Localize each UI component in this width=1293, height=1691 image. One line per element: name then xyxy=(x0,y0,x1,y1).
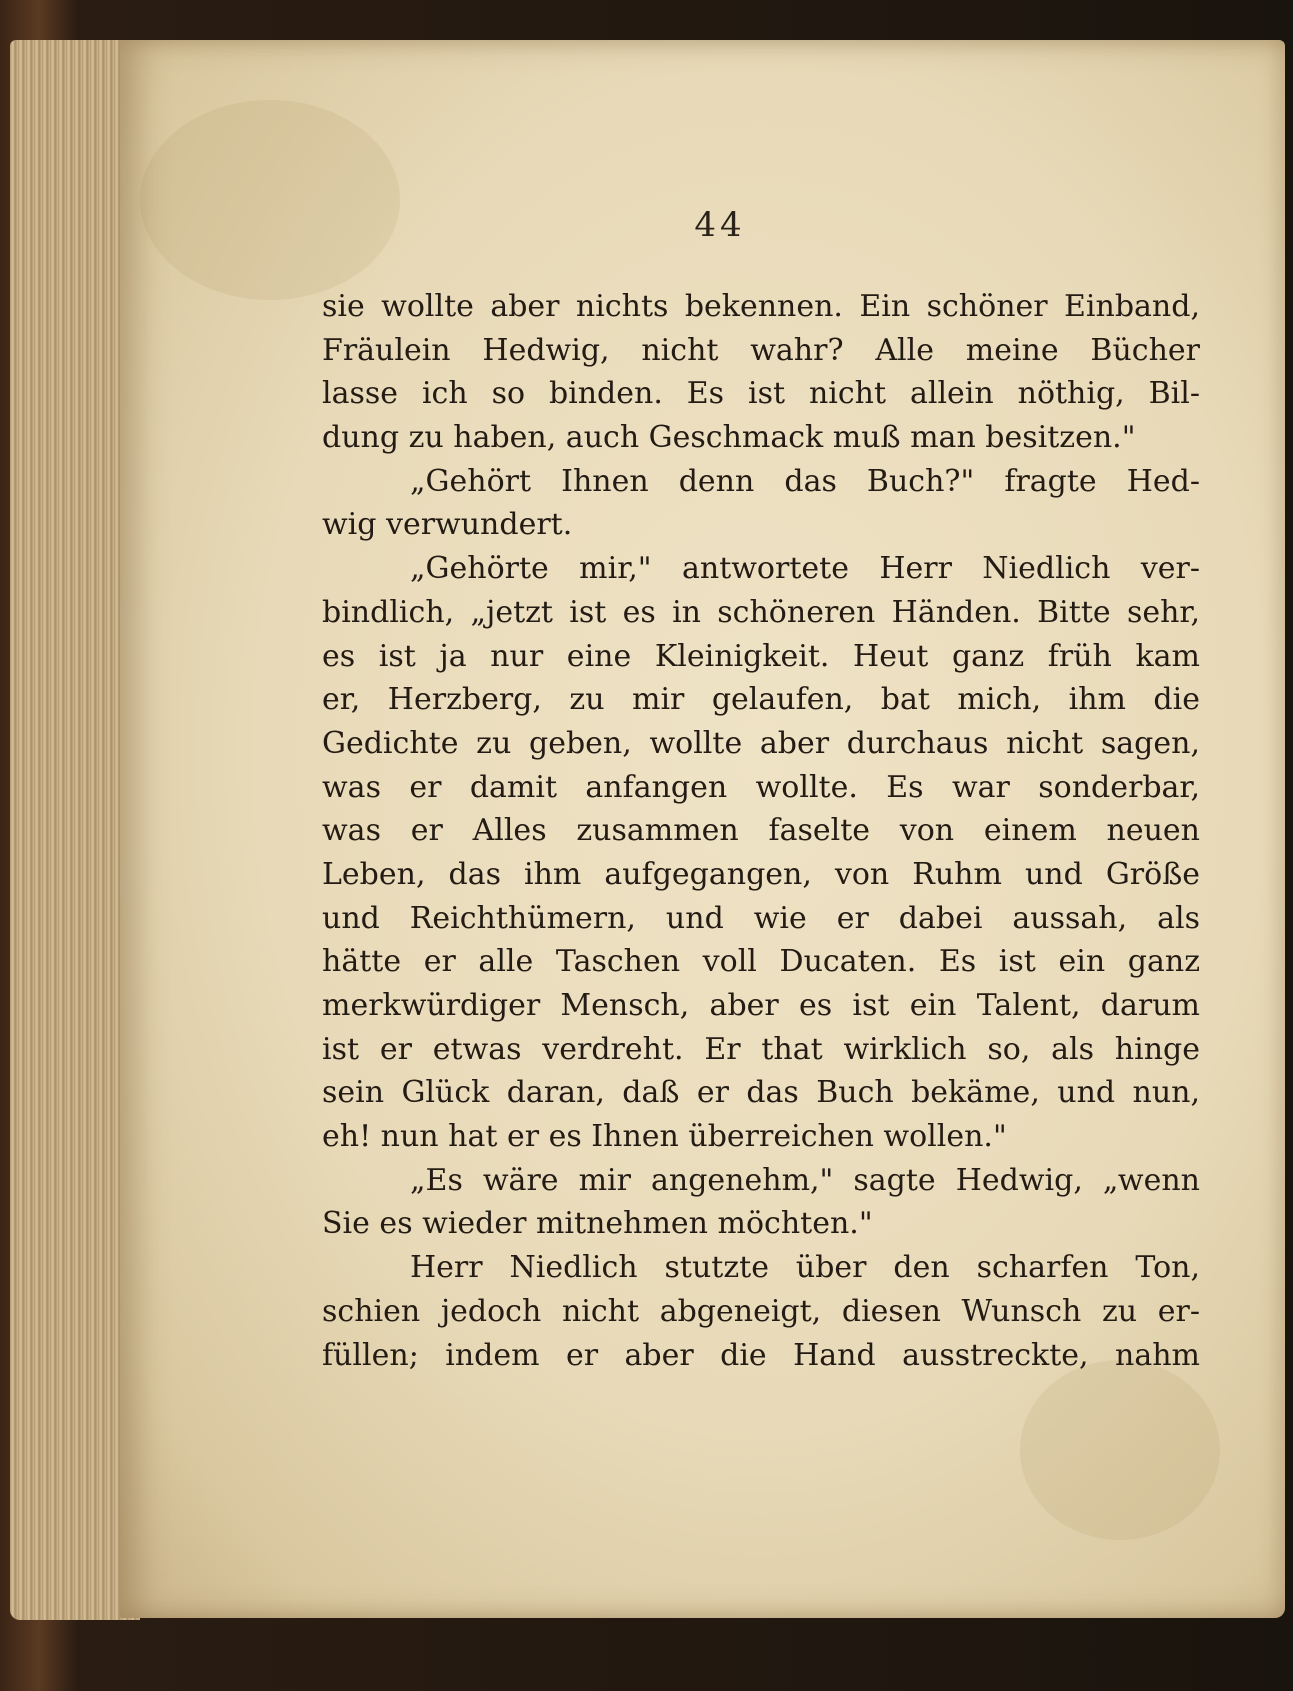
page-number: 44 xyxy=(694,205,746,245)
text-line: sein Glück daran, daß er das Buch bekäme, und nun, xyxy=(322,1075,1200,1111)
text-line: eh! nun hat er es Ihnen überreichen wollen." xyxy=(322,1119,1007,1155)
text-line: hätte er alle Taschen voll Ducaten. Es ist ein ganz xyxy=(322,944,1200,980)
text-line: Gedichte zu geben, wollte aber durchaus nicht sagen, xyxy=(322,725,1200,761)
text-line: merkwürdiger Mensch, aber es ist ein Talent, darum xyxy=(322,988,1200,1023)
text-block xyxy=(322,285,1200,1377)
text-line: wig verwundert. xyxy=(322,507,573,543)
text-line: lasse ich so binden. Es ist nicht allein nöthig, Bil- xyxy=(322,376,1200,412)
text-line: dung zu haben, auch Geschmack muß man besitzen." xyxy=(322,420,1136,456)
text-line: „Gehört Ihnen denn das Buch?" fragte Hed- xyxy=(410,463,1200,499)
text-line: und Reichthümern, und wie er dabei aussah, als xyxy=(322,900,1200,936)
text-line: füllen; indem er aber die Hand ausstreckte, nahm xyxy=(322,1337,1200,1373)
text-line: es ist ja nur eine Kleinigkeit. Heut ganz früh kam xyxy=(322,638,1200,674)
text-line: „Es wäre mir angenehm," sagte Hedwig, „wenn xyxy=(410,1162,1200,1198)
text-line: Herr Niedlich stutzte über den scharfen Ton, xyxy=(410,1250,1200,1286)
text-line: ist er etwas verdreht. Er that wirklich so, als hinge xyxy=(322,1031,1200,1067)
text-line: bindlich, „jetzt ist es in schöneren Händen. Bitte sehr, xyxy=(322,594,1200,630)
paper-stain xyxy=(140,100,400,300)
text-line: Fräulein Hedwig, nicht wahr? Alle meine Bücher xyxy=(322,332,1200,368)
text-line: Leben, das ihm aufgegangen, von Ruhm und Größe xyxy=(322,856,1200,892)
text-line: was er Alles zusammen faselte von einem neuen xyxy=(322,813,1200,849)
paper-stain xyxy=(1020,1360,1220,1540)
text-line: „Gehörte mir," antwortete Herr Niedlich ver- xyxy=(410,551,1200,587)
text-line: er, Herzberg, zu mir gelaufen, bat mich, ihm die xyxy=(322,682,1200,718)
text-line: Sie es wieder mitnehmen möchten." xyxy=(322,1206,873,1242)
text-line: schien jedoch nicht abgeneigt, diesen Wunsch zu er- xyxy=(322,1293,1200,1329)
text-line: was er damit anfangen wollte. Es war sonderbar, xyxy=(322,769,1200,805)
text-line: sie wollte aber nichts bekennen. Ein schöner Einband, xyxy=(322,289,1200,324)
